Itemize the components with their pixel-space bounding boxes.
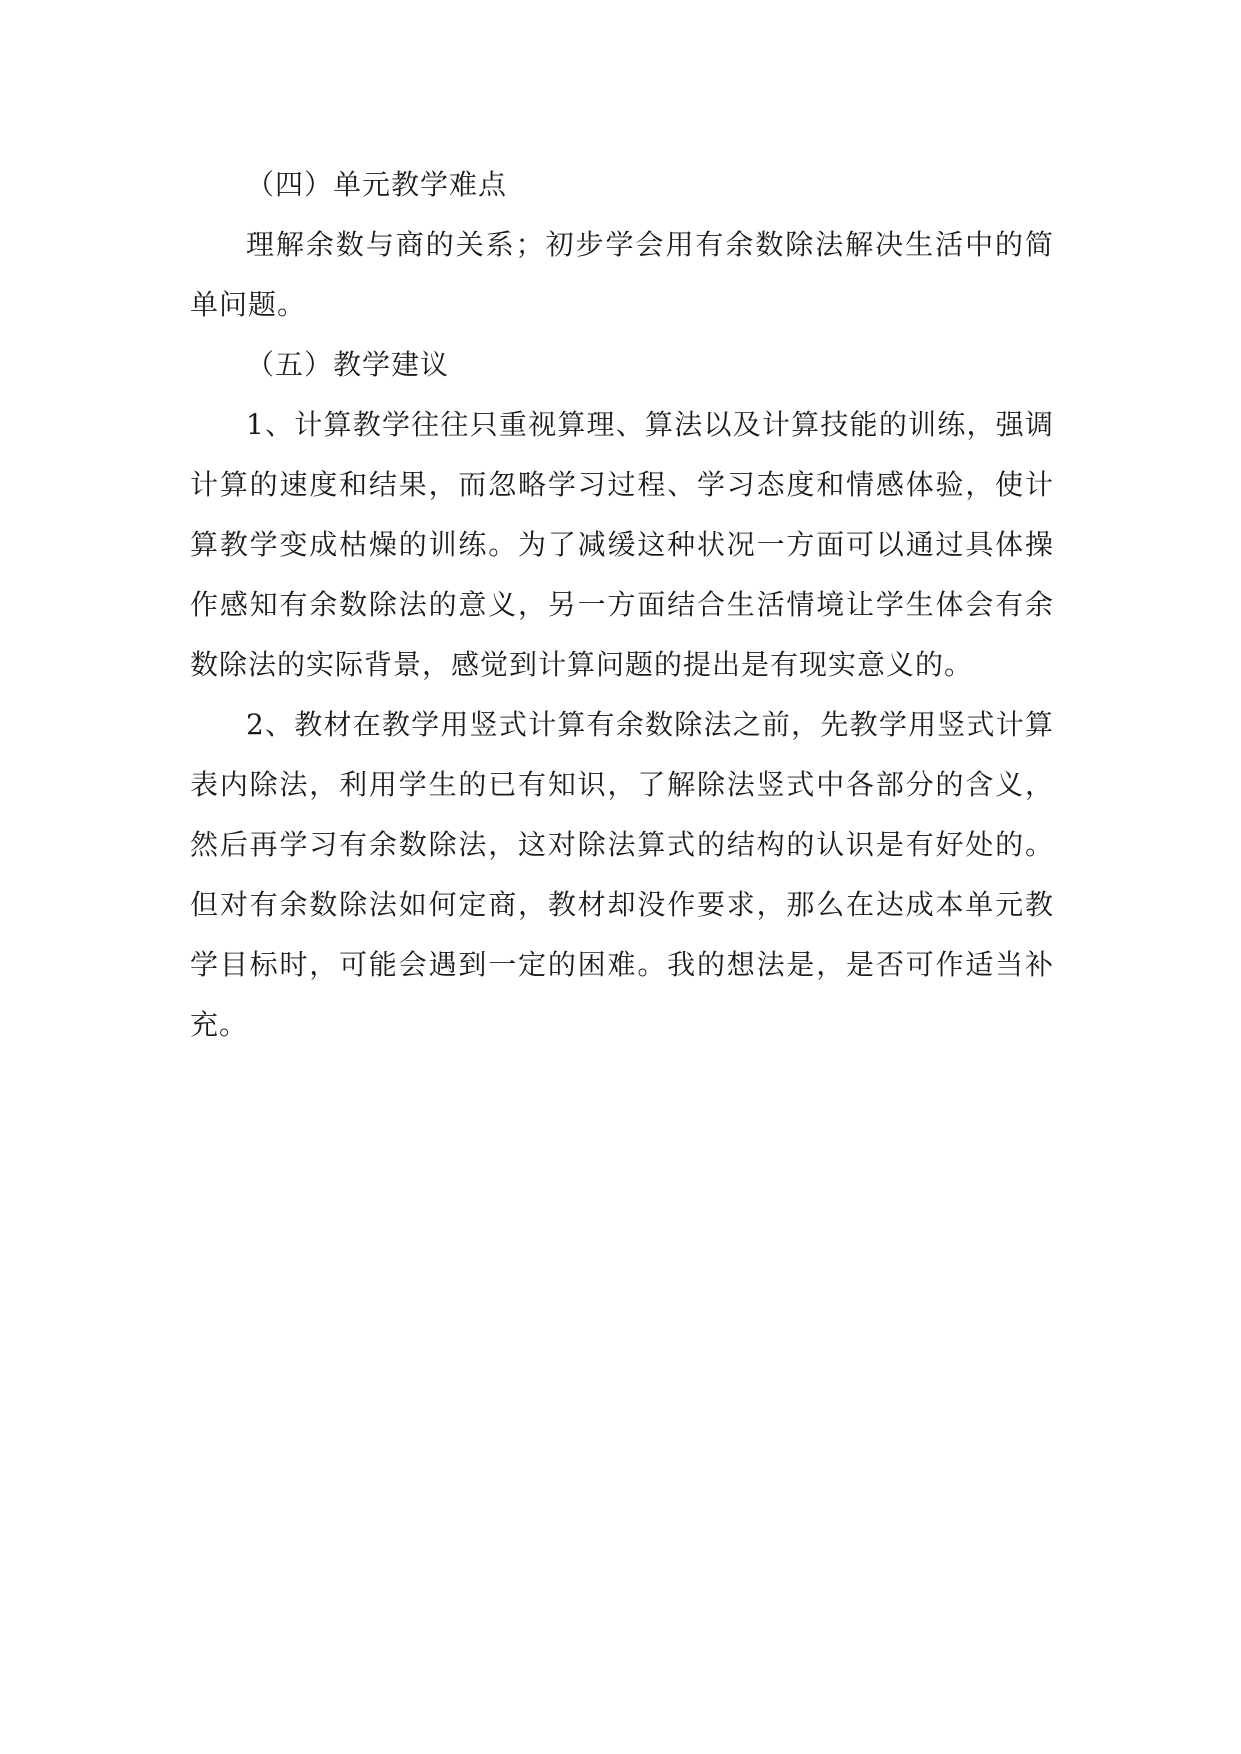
section-heading-teaching-suggestions: （五）教学建议 bbox=[246, 348, 450, 381]
paragraph-suggestion-2: 2、教材在教学用竖式计算有余数除法之前，先教学用竖式计算表内除法，利用学生的已有知识，了解除法竖式中各部分的含义，然后再学习有余数除法，这对除法算式的结构的认识是有好处的。但对有余数除法如何定商，教材却没作要求，那么在达成本单元教学目标时，可能会遇到一定的困难。我的想法是，是否可作适当补充。 bbox=[190, 708, 1054, 1041]
section-heading-teaching-difficulties: （四）单元教学难点 bbox=[246, 168, 508, 201]
paragraph-teaching-difficulties: 理解余数与商的关系；初步学会用有余数除法解决生活中的简单问题。 bbox=[190, 228, 1054, 321]
document-body bbox=[190, 155, 1054, 1055]
paragraph-suggestion-1: 1、计算教学往往只重视算理、算法以及计算技能的训练，强调计算的速度和结果，而忽略学习过程、学习态度和情感体验，使计算教学变成枯燥的训练。为了减缓这种状况一方面可以通过具体操作感知有余数除法的意义，另一方面结合生活情境让学生体会有余数除法的实际背景，感觉到计算问题的提出是有现实意义的。 bbox=[190, 408, 1054, 681]
